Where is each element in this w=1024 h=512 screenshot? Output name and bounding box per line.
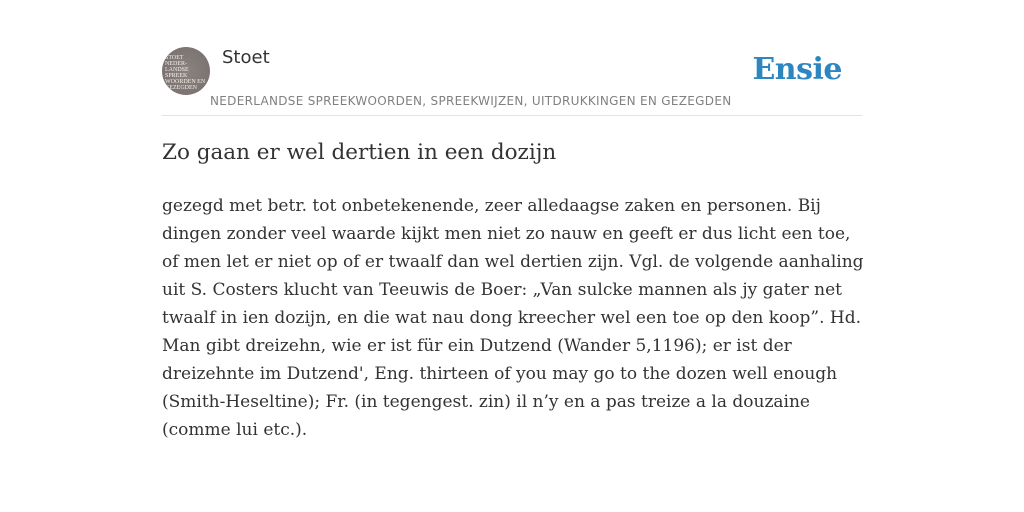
definition-line: Man gibt dreizehn, wie er ist für ein Dutzend (Wander 5,1196); er ist der (162, 336, 792, 356)
definition-line: uit S. Costers klucht van Teeuwis de Boer: „Van sulcke mannen als jy gater net (162, 280, 842, 300)
entry-title: Zo gaan er wel dertien in een dozijn (162, 140, 557, 165)
header-divider (162, 115, 862, 116)
source-subtitle: NEDERLANDSE SPREEKWOORDEN, SPREEKWIJZEN, UITDRUKKINGEN EN GEZEGDEN (210, 94, 732, 108)
avatar-label: STOET NEDER- LANDSE SPREEK WOORDEN EN GEZEGDEN (165, 55, 206, 91)
entry-definition (162, 192, 862, 444)
definition-line: (comme lui etc.). (162, 420, 308, 440)
definition-line: gezegd met betr. tot onbetekenende, zeer alledaagse zaken en personen. Bij (162, 196, 821, 216)
definition-line: (Smith-Heseltine); Fr. (in tegengest. zin) il n’y en a pas treize a la douzaine (162, 392, 810, 412)
definition-line: twaalf in ien dozijn, en die wat nau dong kreecher wel een toe op den koop”. Hd. (162, 308, 862, 328)
definition-line: of men let er niet op of er twaalf dan wel dertien zijn. Vgl. de volgende aanhaling (162, 252, 864, 272)
definition-line: dreizehnte im Dutzend', Eng. thirteen of you may go to the dozen well enough (162, 364, 838, 384)
definition-line: dingen zonder veel waarde kijkt men niet zo nauw en geeft er dus licht een toe, (162, 224, 851, 244)
ensie-logo[interactable]: Ensie (752, 52, 842, 87)
source-avatar[interactable] (162, 47, 210, 95)
source-name[interactable]: Stoet (222, 47, 270, 68)
